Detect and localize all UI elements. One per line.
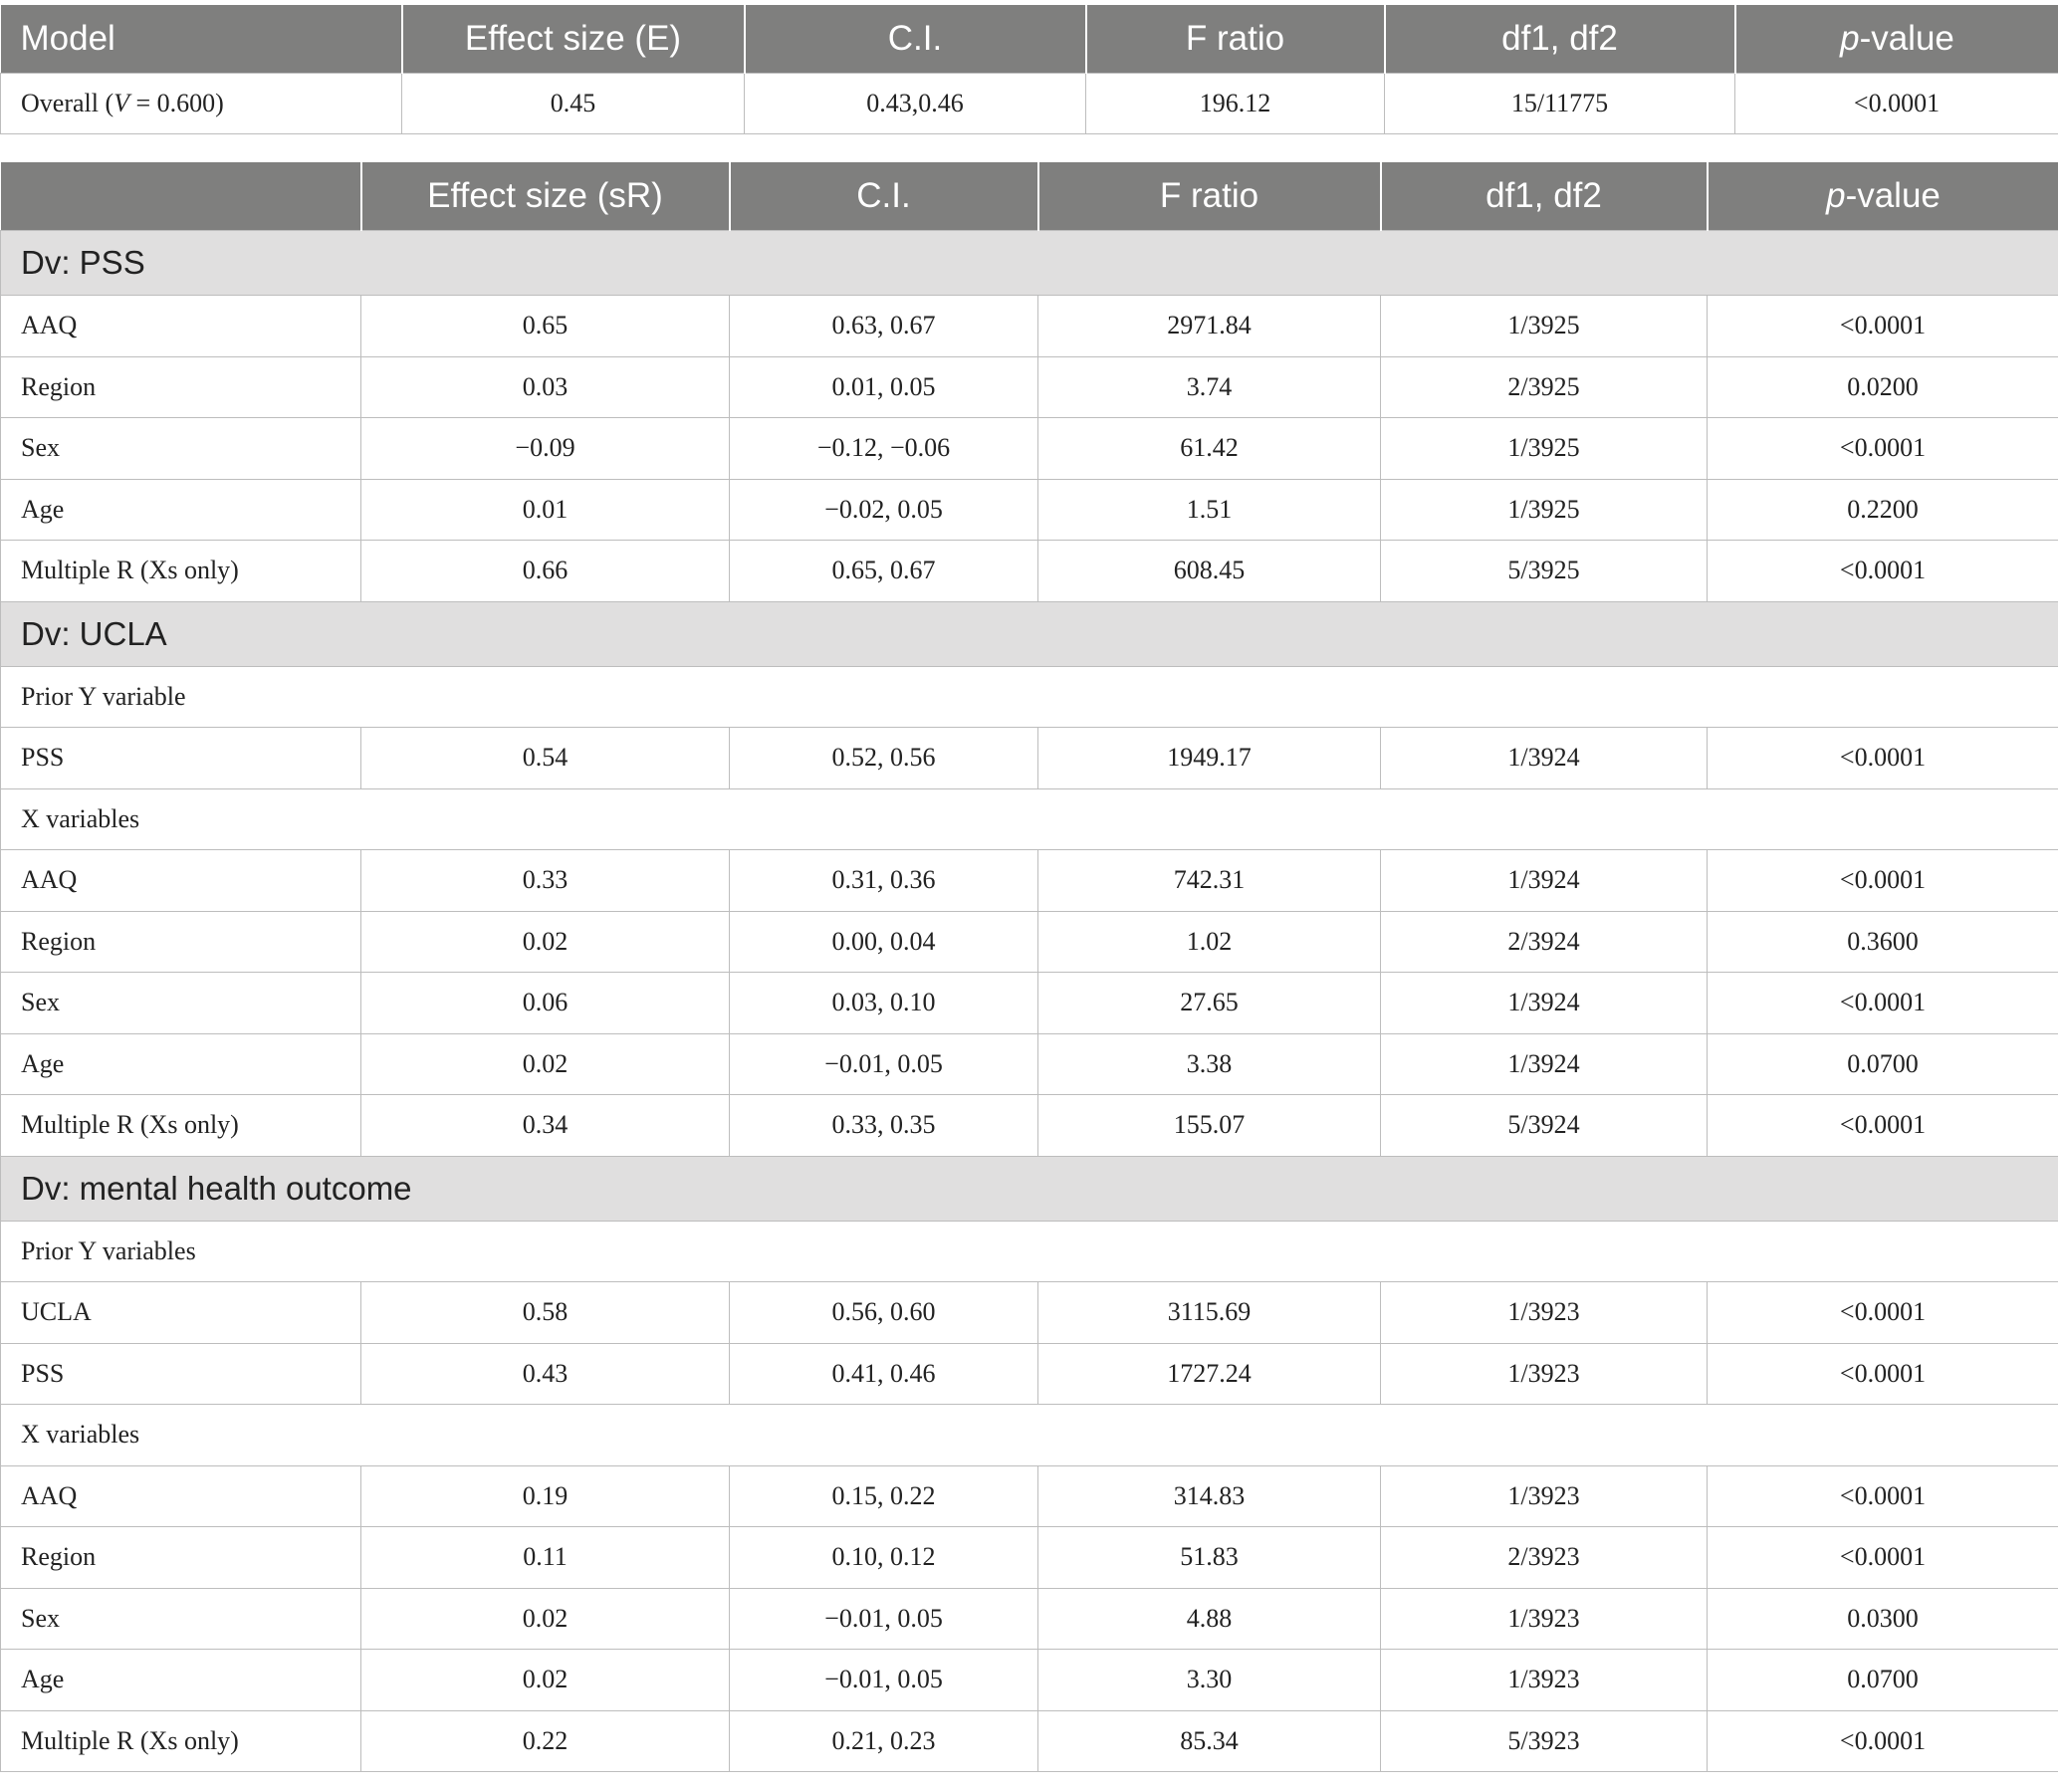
cell-f: 196.12 — [1086, 74, 1385, 134]
subgroup-row — [1, 1221, 2058, 1282]
cell-df: 1/3925 — [1381, 479, 1708, 541]
subgroup-row — [1, 1405, 2058, 1466]
cell-f: 3.38 — [1038, 1033, 1381, 1095]
table-row — [1, 479, 2058, 541]
cell-f: 4.88 — [1038, 1588, 1381, 1650]
cell-f: 314.83 — [1038, 1465, 1381, 1527]
cell-effect: 0.06 — [361, 973, 730, 1034]
cell-f: 155.07 — [1038, 1095, 1381, 1157]
table-row — [1, 1095, 2058, 1157]
cell-df: 1/3923 — [1381, 1465, 1708, 1527]
cell-effect: 0.02 — [361, 1650, 730, 1711]
cell-df: 1/3924 — [1381, 1033, 1708, 1095]
cell-p: <0.0001 — [1708, 850, 2058, 912]
table-row — [1, 728, 2058, 789]
cell-p: 0.2200 — [1708, 479, 2058, 541]
table-row — [1, 541, 2058, 602]
section-title: Dv: PSS — [1, 231, 2058, 296]
cell-p: <0.0001 — [1735, 74, 2058, 134]
cell-effect: 0.02 — [361, 1033, 730, 1095]
cell-ci: 0.41, 0.46 — [730, 1343, 1038, 1405]
cell-p: 0.3600 — [1708, 911, 2058, 973]
cell-ci: 0.03, 0.10 — [730, 973, 1038, 1034]
row-label: Multiple R (Xs only) — [1, 1095, 361, 1157]
cell-effect: 0.54 — [361, 728, 730, 789]
cell-effect: 0.58 — [361, 1282, 730, 1344]
cell-effect: 0.22 — [361, 1710, 730, 1772]
subgroup-label: X variables — [1, 788, 2058, 850]
overall-model-table — [0, 5, 2058, 134]
cell-f: 85.34 — [1038, 1710, 1381, 1772]
cell-f: 742.31 — [1038, 850, 1381, 912]
row-label: AAQ — [1, 296, 361, 357]
cell-p: <0.0001 — [1708, 1343, 2058, 1405]
col-header-ci: C.I. — [745, 5, 1086, 74]
cell-effect: 0.65 — [361, 296, 730, 357]
cell-p: 0.0700 — [1708, 1033, 2058, 1095]
table-row — [1, 74, 2058, 134]
cell-p: <0.0001 — [1708, 1465, 2058, 1527]
cell-df: 1/3925 — [1381, 418, 1708, 480]
cell-effect: 0.33 — [361, 850, 730, 912]
table-row — [1, 1282, 2058, 1344]
cell-ci: 0.52, 0.56 — [730, 728, 1038, 789]
row-label: Age — [1, 1650, 361, 1711]
col-header-df: df1, df2 — [1385, 5, 1735, 74]
cell-f: 3115.69 — [1038, 1282, 1381, 1344]
row-label: PSS — [1, 728, 361, 789]
cell-f: 2971.84 — [1038, 296, 1381, 357]
row-label: AAQ — [1, 1465, 361, 1527]
table-row — [1, 1527, 2058, 1589]
cell-f: 1.51 — [1038, 479, 1381, 541]
table-row — [1, 1343, 2058, 1405]
cell-f: 61.42 — [1038, 418, 1381, 480]
cell-effect: 0.66 — [361, 541, 730, 602]
subgroup-row — [1, 666, 2058, 728]
cell-effect: 0.03 — [361, 356, 730, 418]
cell-ci: −0.01, 0.05 — [730, 1588, 1038, 1650]
col-header-f-ratio: F ratio — [1086, 5, 1385, 74]
table-row — [1, 1650, 2058, 1711]
col-header-effect-size: Effect size (sR) — [361, 162, 730, 231]
cell-f: 3.30 — [1038, 1650, 1381, 1711]
cell-p: <0.0001 — [1708, 418, 2058, 480]
cell-f: 608.45 — [1038, 541, 1381, 602]
cell-df: 1/3923 — [1381, 1588, 1708, 1650]
row-label: AAQ — [1, 850, 361, 912]
cell-p: 0.0700 — [1708, 1650, 2058, 1711]
col-header-f-ratio: F ratio — [1038, 162, 1381, 231]
cell-ci: −0.02, 0.05 — [730, 479, 1038, 541]
row-label: Age — [1, 479, 361, 541]
cell-f: 51.83 — [1038, 1527, 1381, 1589]
row-label: Sex — [1, 418, 361, 480]
row-label: Sex — [1, 973, 361, 1034]
cell-f: 1.02 — [1038, 911, 1381, 973]
row-label: Multiple R (Xs only) — [1, 1710, 361, 1772]
cell-p: <0.0001 — [1708, 1710, 2058, 1772]
cell-p: <0.0001 — [1708, 1527, 2058, 1589]
cell-ci: 0.10, 0.12 — [730, 1527, 1038, 1589]
cell-effect: 0.43 — [361, 1343, 730, 1405]
cell-df: 2/3923 — [1381, 1527, 1708, 1589]
table-row — [1, 418, 2058, 480]
row-label: Overall (V = 0.600) — [1, 74, 402, 134]
col-header-ci: C.I. — [730, 162, 1038, 231]
cell-df: 1/3925 — [1381, 296, 1708, 357]
cell-ci: 0.56, 0.60 — [730, 1282, 1038, 1344]
col-header-p-value: p-value — [1708, 162, 2058, 231]
cell-df: 1/3924 — [1381, 728, 1708, 789]
cell-f: 1727.24 — [1038, 1343, 1381, 1405]
cell-df: 15/11775 — [1385, 74, 1735, 134]
col-header-effect-size: Effect size (E) — [402, 5, 745, 74]
table-row — [1, 850, 2058, 912]
cell-ci: −0.01, 0.05 — [730, 1033, 1038, 1095]
cell-ci: 0.63, 0.67 — [730, 296, 1038, 357]
section-title: Dv: UCLA — [1, 601, 2058, 666]
table-row — [1, 1710, 2058, 1772]
cell-effect: 0.11 — [361, 1527, 730, 1589]
section-title: Dv: mental health outcome — [1, 1156, 2058, 1221]
cell-ci: −0.12, −0.06 — [730, 418, 1038, 480]
table-row — [1, 911, 2058, 973]
row-label: PSS — [1, 1343, 361, 1405]
cell-df: 2/3924 — [1381, 911, 1708, 973]
cell-f: 1949.17 — [1038, 728, 1381, 789]
row-label: Multiple R (Xs only) — [1, 541, 361, 602]
cell-df: 1/3924 — [1381, 973, 1708, 1034]
cell-df: 1/3923 — [1381, 1650, 1708, 1711]
cell-ci: 0.01, 0.05 — [730, 356, 1038, 418]
cell-effect: 0.02 — [361, 1588, 730, 1650]
section-header-dv-0 — [1, 231, 2058, 296]
cell-ci: 0.33, 0.35 — [730, 1095, 1038, 1157]
table-row — [1, 356, 2058, 418]
table-row — [1, 1588, 2058, 1650]
cell-ci: −0.01, 0.05 — [730, 1650, 1038, 1711]
subgroup-row — [1, 788, 2058, 850]
row-label: Region — [1, 356, 361, 418]
col-header-df: df1, df2 — [1381, 162, 1708, 231]
cell-p: <0.0001 — [1708, 296, 2058, 357]
cell-effect: 0.02 — [361, 911, 730, 973]
subgroup-label: Prior Y variable — [1, 666, 2058, 728]
cell-df: 1/3924 — [1381, 850, 1708, 912]
cell-effect: 0.01 — [361, 479, 730, 541]
section-header-dv-1 — [1, 601, 2058, 666]
row-label: Region — [1, 1527, 361, 1589]
cell-p: <0.0001 — [1708, 728, 2058, 789]
row-label: UCLA — [1, 1282, 361, 1344]
cell-ci: 0.43,0.46 — [745, 74, 1086, 134]
cell-df: 2/3925 — [1381, 356, 1708, 418]
col-header-model: Model — [1, 5, 402, 74]
cell-effect: −0.09 — [361, 418, 730, 480]
cell-df: 5/3925 — [1381, 541, 1708, 602]
table-header-row — [1, 162, 2058, 231]
cell-f: 27.65 — [1038, 973, 1381, 1034]
cell-p: <0.0001 — [1708, 973, 2058, 1034]
table-header-row — [1, 5, 2058, 74]
cell-ci: 0.00, 0.04 — [730, 911, 1038, 973]
cell-df: 5/3923 — [1381, 1710, 1708, 1772]
cell-df: 5/3924 — [1381, 1095, 1708, 1157]
cell-p: <0.0001 — [1708, 541, 2058, 602]
col-header-empty — [1, 162, 361, 231]
table-row — [1, 973, 2058, 1034]
cell-df: 1/3923 — [1381, 1282, 1708, 1344]
cell-ci: 0.31, 0.36 — [730, 850, 1038, 912]
row-label: Sex — [1, 1588, 361, 1650]
subgroup-label: Prior Y variables — [1, 1221, 2058, 1282]
section-header-dv-2 — [1, 1156, 2058, 1221]
cell-p: 0.0200 — [1708, 356, 2058, 418]
table-body — [1, 231, 2058, 1772]
cell-p: <0.0001 — [1708, 1282, 2058, 1344]
cell-effect: 0.45 — [402, 74, 745, 134]
table-row — [1, 296, 2058, 357]
row-label: Region — [1, 911, 361, 973]
cell-ci: 0.21, 0.23 — [730, 1710, 1038, 1772]
col-header-p-value: p-value — [1735, 5, 2058, 74]
row-label: Age — [1, 1033, 361, 1095]
table-row — [1, 1465, 2058, 1527]
cell-p: <0.0001 — [1708, 1095, 2058, 1157]
cell-ci: 0.15, 0.22 — [730, 1465, 1038, 1527]
cell-p: 0.0300 — [1708, 1588, 2058, 1650]
cell-df: 1/3923 — [1381, 1343, 1708, 1405]
cell-effect: 0.19 — [361, 1465, 730, 1527]
cell-effect: 0.34 — [361, 1095, 730, 1157]
subgroup-label: X variables — [1, 1405, 2058, 1466]
regression-results-table — [0, 162, 2058, 1772]
cell-ci: 0.65, 0.67 — [730, 541, 1038, 602]
cell-f: 3.74 — [1038, 356, 1381, 418]
table-row — [1, 1033, 2058, 1095]
